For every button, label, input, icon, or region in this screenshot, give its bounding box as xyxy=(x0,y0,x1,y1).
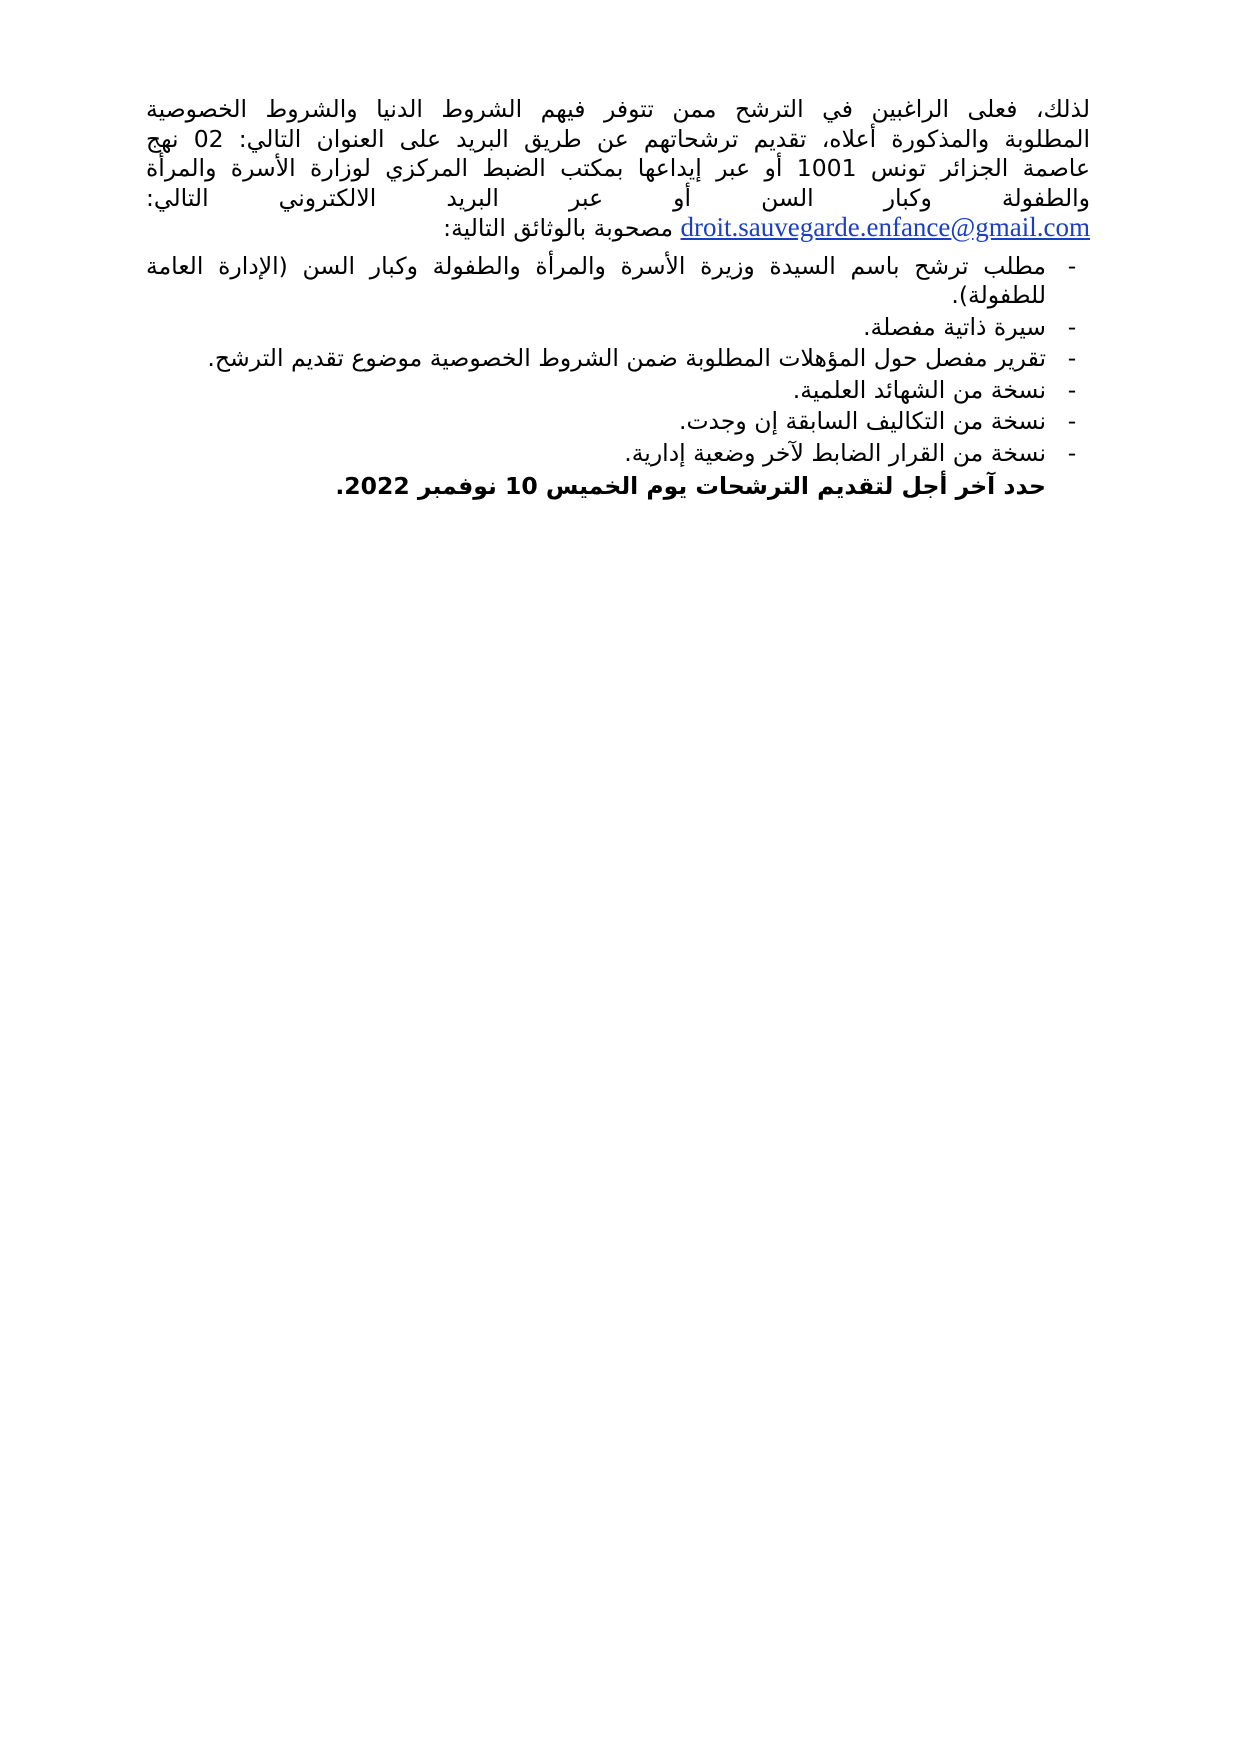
intro-paragraph xyxy=(146,95,1090,244)
bullet-dash: - xyxy=(1067,251,1077,280)
bullet-dash: - xyxy=(1067,438,1077,467)
list-item-text: نسخة من الشهائد العلمية. xyxy=(792,375,1046,404)
email-suffix: مصحوبة بالوثائق التالية: xyxy=(443,214,681,242)
required-documents-list xyxy=(146,252,1090,469)
list-item xyxy=(146,344,1090,374)
intro-line-2: المطلوبة والمذكورة أعلاه، تقديم ترشحاتهم عن طريق البريد على العنوان التالي: 02 نهج xyxy=(146,124,1090,153)
list-item xyxy=(146,313,1090,343)
list-item-text: سيرة ذاتية مفصلة. xyxy=(863,312,1046,341)
list-item-text: مطلب ترشح باسم السيدة وزيرة الأسرة والمرأة والطفولة وكبار السن (الإدارة العامة للطفولة). xyxy=(146,251,1046,309)
email-link[interactable]: droit.sauvegarde.enfance@gmail.com xyxy=(680,212,1090,242)
intro-line-4: والطفولة وكبار السن أو عبر البريد الالكتروني التالي: xyxy=(146,183,1090,212)
bullet-dash: - xyxy=(1067,407,1077,435)
list-item xyxy=(146,252,1090,311)
bullet-dash: - xyxy=(1067,375,1077,404)
deadline-notice: حدد آخر أجل لتقديم الترشحات يوم الخميس 10 نوفمبر 2022. xyxy=(335,472,1046,500)
document-body xyxy=(146,95,1090,502)
list-item xyxy=(146,376,1090,406)
list-item xyxy=(146,439,1090,469)
list-item xyxy=(146,407,1090,437)
intro-line-3: عاصمة الجزائر تونس 1001 أو عبر إيداعها بمكتب الضبط المركزي لوزارة الأسرة والمرأة xyxy=(146,154,1090,182)
list-item-text: تقرير مفصل حول المؤهلات المطلوبة ضمن الشروط الخصوصية موضوع تقديم الترشح. xyxy=(207,344,1046,372)
list-item-text: نسخة من القرار الضابط لآخر وضعية إدارية. xyxy=(624,438,1046,467)
intro-line-5 xyxy=(146,213,1090,244)
intro-line-1: لذلك، فعلى الراغبين في الترشح ممن تتوفر فيهم الشروط الدنيا والشروط الخصوصية xyxy=(146,95,1090,123)
bullet-dash: - xyxy=(1067,312,1077,341)
list-item-text: نسخة من التكاليف السابقة إن وجدت. xyxy=(678,407,1046,435)
bullet-dash: - xyxy=(1067,344,1077,372)
